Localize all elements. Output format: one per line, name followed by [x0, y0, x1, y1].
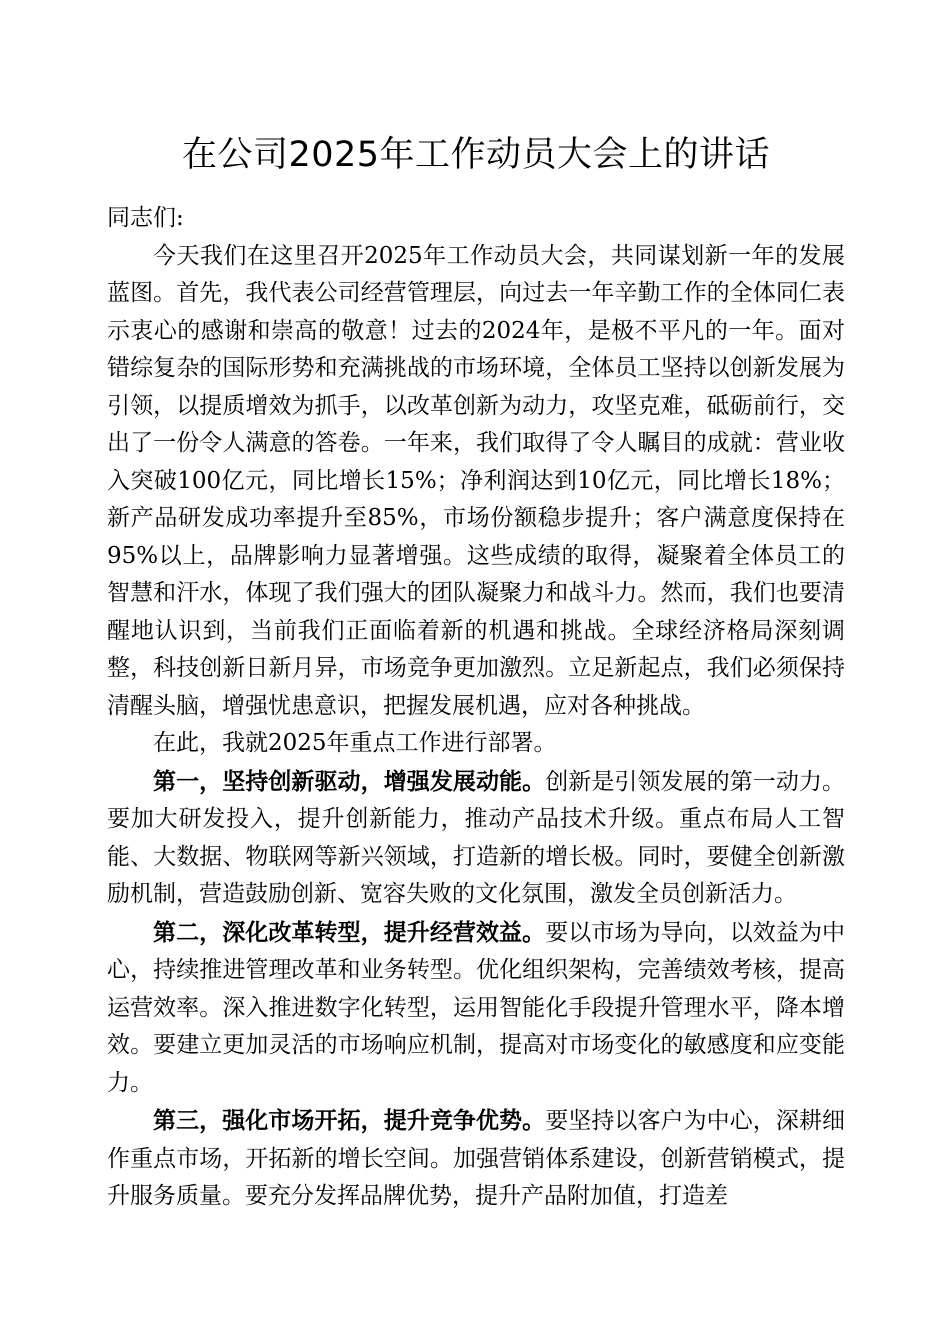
- paragraph-point-one: [107, 763, 845, 914]
- paragraph-text: 要坚持以客户为中心，深耕细作重点市场，开拓新的增长空间。加强营销体系建设，创新营销模式，提升服务质量。要充分发挥品牌优势，提升产品附加值，打造差: [107, 1108, 846, 1209]
- document-body: [107, 200, 845, 1216]
- paragraph-text: 创新是引领发展的第一动力。要加大研发投入，提升创新能力，推动产品技术升级。重点布局人工智能、大数据、物联网等新兴领域，打造新的增长极。同时，要健全创新激励机制，营造鼓励创新、宽容失败的文化氛围，激发全员创新活力。: [107, 768, 846, 907]
- paragraph-deployment: [107, 725, 845, 763]
- point-heading: 第二，深化改革转型，提升经营效益。: [153, 918, 546, 946]
- document-title: 在公司2025年工作动员大会上的讲话: [181, 135, 771, 175]
- paragraph-text: 今天我们在这里召开2025年工作动员大会，共同谋划新一年的发展蓝图。首先，我代表公司经营管理层，向过去一年辛勤工作的全体同仁表示衷心的感谢和崇高的敬意！过去的2024年，是极不平凡的一年。面对错综复杂的国际形势和充满挑战的市场环境，全体员工坚持以创新发展为引领，以提质增效为抓手，以改革创新为动力，攻坚克难，砥砺前行，交出了一份令人满意的答卷。一年来，我们取得了令人瞩目的成就：营业收入突破100亿元，同比增长15%；净利润达到10亿元，同比增长18%；新产品研发成功率提升至85%，市场份额稳步提升；客户满意度保持在95%以上，品牌影响力显著增强。这些成绩的取得，凝聚着全体员工的智慧和汗水，体现了我们强大的团队凝聚力和战斗力。然而，我们也要清醒地认识到，当前我们正面临着新的机遇和挑战。全球经济格局深刻调整，科技创新日新月异，市场竞争更加激烈。立足新起点，我们必须保持清醒头脑，增强忧患意识，把握发展机遇，应对各种挑战。: [107, 242, 845, 719]
- point-heading: 第一，坚持创新驱动，增强发展动能。: [153, 767, 546, 795]
- paragraph-text: 要以市场为导向，以效益为中心，持续推进管理改革和业务转型。优化组织架构，完善绩效考核，提高运营效率。深入推进数字化转型，运用智能化手段提升管理水平，降本增效。要建立更加灵活的市场响应机制，提高对市场变化的敏感度和应变能力。: [107, 919, 846, 1096]
- paragraph-point-two: [107, 914, 845, 1103]
- paragraph-opening: [107, 238, 845, 726]
- point-heading: 第三，强化市场开拓，提升竞争优势。: [153, 1107, 546, 1134]
- paragraph-text: 在此，我就2025年重点工作进行部署。: [153, 730, 557, 756]
- document-page: [107, 0, 845, 1216]
- paragraph-point-three: [107, 1102, 845, 1216]
- salutation: 同志们:: [107, 205, 184, 231]
